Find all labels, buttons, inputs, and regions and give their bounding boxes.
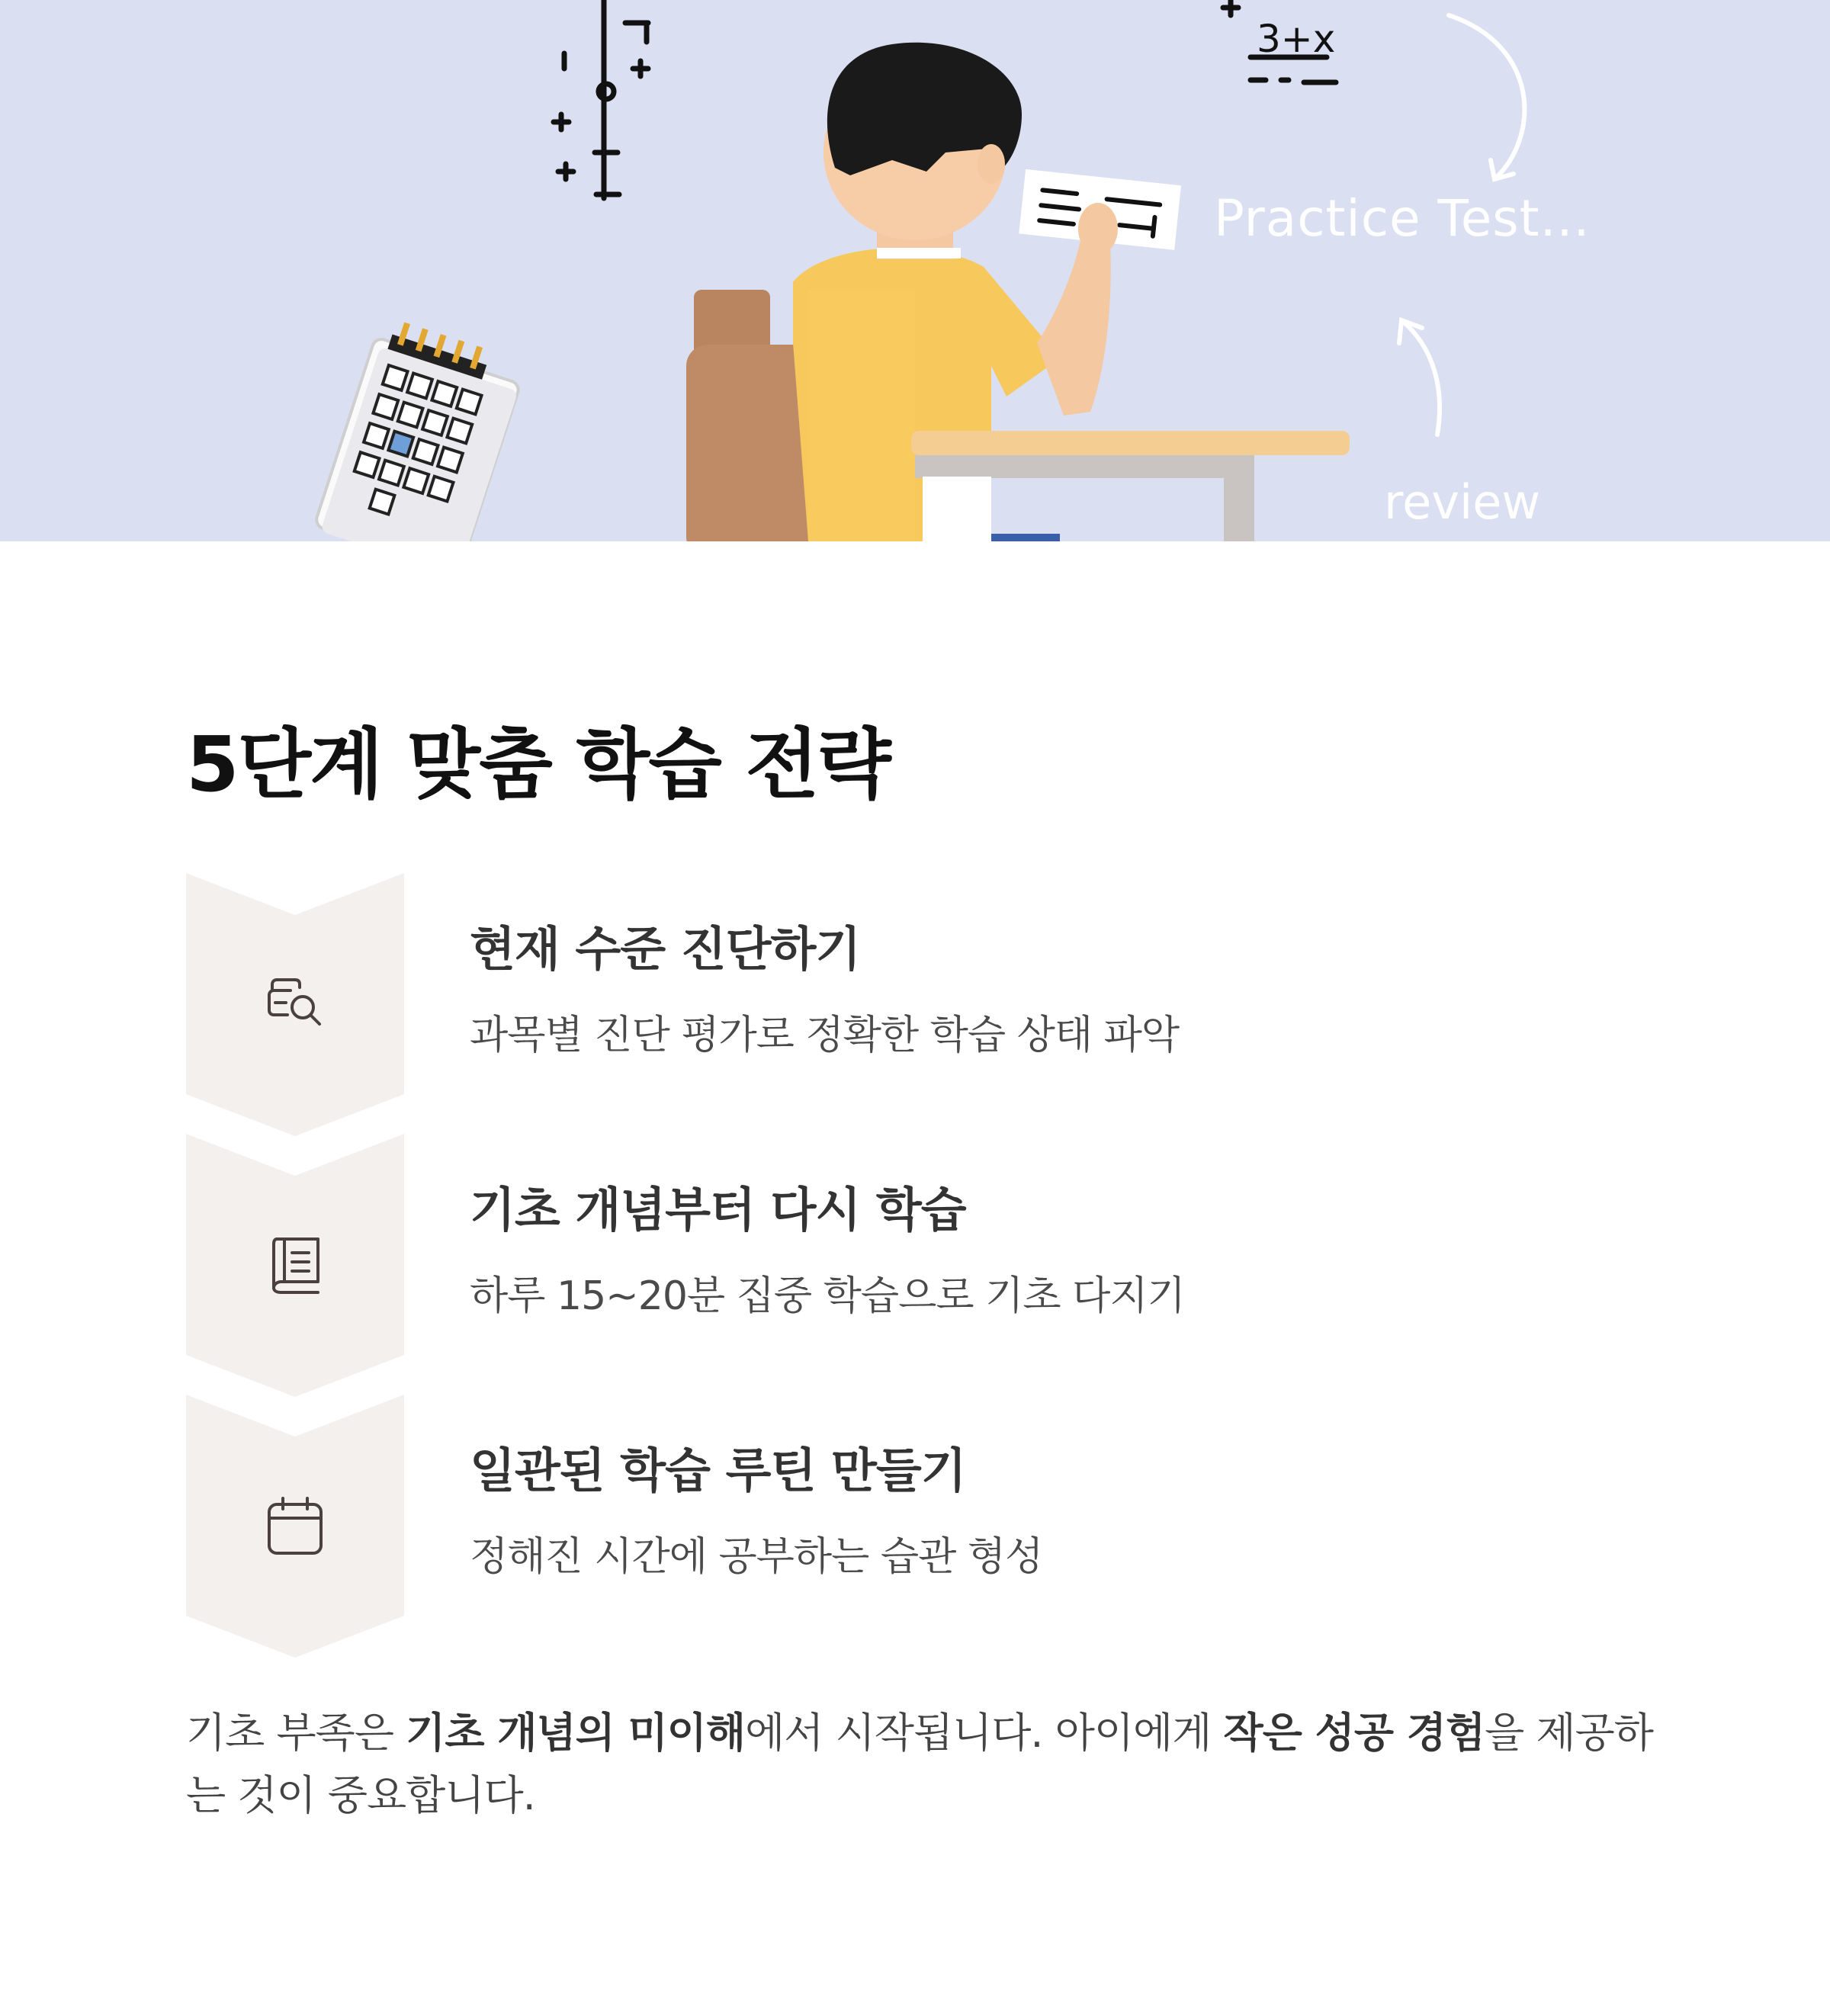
calendar-icon [265,1495,326,1556]
step-item [186,1134,1673,1397]
summary-text: 에서 시작됩니다. 아이에게 [745,1709,1224,1757]
hero-illustration [0,0,1830,541]
desk [911,431,1350,455]
step-title: 기초 개념부터 다시 학습 [470,1182,966,1238]
summary-text: 을 제공하는 것이 중요합니다. [186,1709,1653,1819]
practice-test-label: Practice Test... [1214,189,1591,248]
step-item [186,1395,1673,1658]
student-studying-illustration [0,0,1830,541]
summary-paragraph [186,1702,1658,1827]
math-scribbles-left [554,0,648,198]
summary-emphasis: 작은 성공 경험 [1223,1709,1485,1757]
search-document-icon [265,974,326,1035]
step-title: 현재 수준 진단하기 [470,921,861,977]
step-item [186,873,1673,1136]
section-title: 5단계 맞춤 학습 전략 [186,720,890,809]
calendar-notebook [313,315,528,541]
step-description: 하루 15~20분 집중 학습으로 기초 다지기 [470,1273,1185,1319]
step-title: 일관된 학습 루틴 만들기 [470,1443,966,1498]
step-description: 과목별 진단 평가로 정확한 학습 상태 파악 [470,1013,1180,1058]
step-description: 정해진 시간에 공부하는 습관 형성 [470,1534,1043,1580]
review-label: review [1384,474,1541,530]
summary-text: 기초 부족은 [186,1709,406,1757]
svg-text:3+x: 3+x [1257,17,1336,61]
book-icon [265,1234,326,1295]
summary-emphasis: 기초 개념의 미이해 [406,1709,746,1757]
